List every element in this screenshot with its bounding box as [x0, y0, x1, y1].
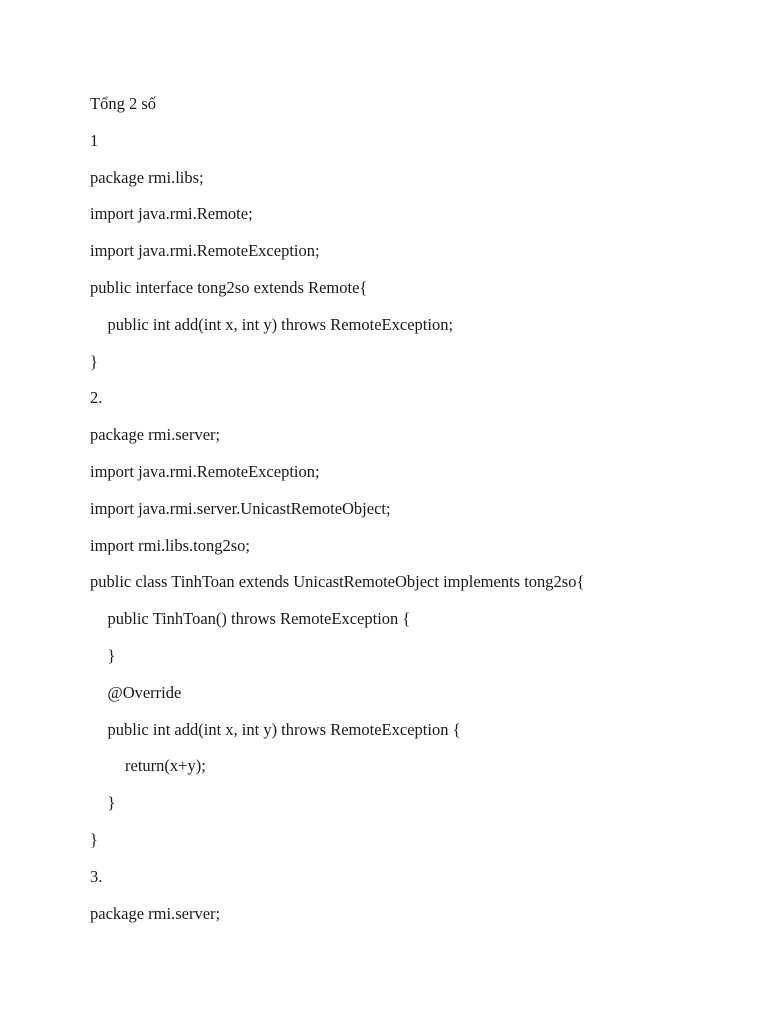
- document-title: Tổng 2 số: [90, 94, 156, 113]
- document-line: }: [90, 351, 98, 371]
- document-line: import rmi.libs.tong2so;: [90, 535, 250, 555]
- document-line: @Override: [107, 682, 182, 702]
- document-line: }: [107, 645, 116, 665]
- document-line: 2.: [90, 388, 103, 408]
- document-line: public int add(int x, int y) throws RemoteException {: [107, 719, 461, 739]
- document-line: }: [107, 793, 116, 813]
- document-line: 1: [90, 130, 99, 150]
- document-line: return(x+y);: [125, 756, 206, 776]
- document-line: package rmi.libs;: [90, 167, 204, 187]
- document-line: package rmi.server;: [90, 425, 221, 445]
- document-line: public interface tong2so extends Remote{: [90, 277, 368, 297]
- document-line: import java.rmi.Remote;: [90, 204, 253, 224]
- document-line: }: [90, 829, 98, 849]
- document-line: public class TinhToan extends UnicastRemoteObject implements tong2so{: [90, 572, 585, 592]
- document-line: import java.rmi.RemoteException;: [90, 241, 320, 261]
- document-line: package rmi.server;: [90, 903, 221, 923]
- document-line: import java.rmi.server.UnicastRemoteObject;: [90, 498, 391, 518]
- document-line: import java.rmi.RemoteException;: [90, 461, 320, 481]
- document-body: [90, 92, 730, 938]
- document-line: public int add(int x, int y) throws RemoteException;: [107, 314, 454, 334]
- document-line: public TinhToan() throws RemoteException {: [107, 609, 411, 629]
- document-line: 3.: [90, 866, 103, 886]
